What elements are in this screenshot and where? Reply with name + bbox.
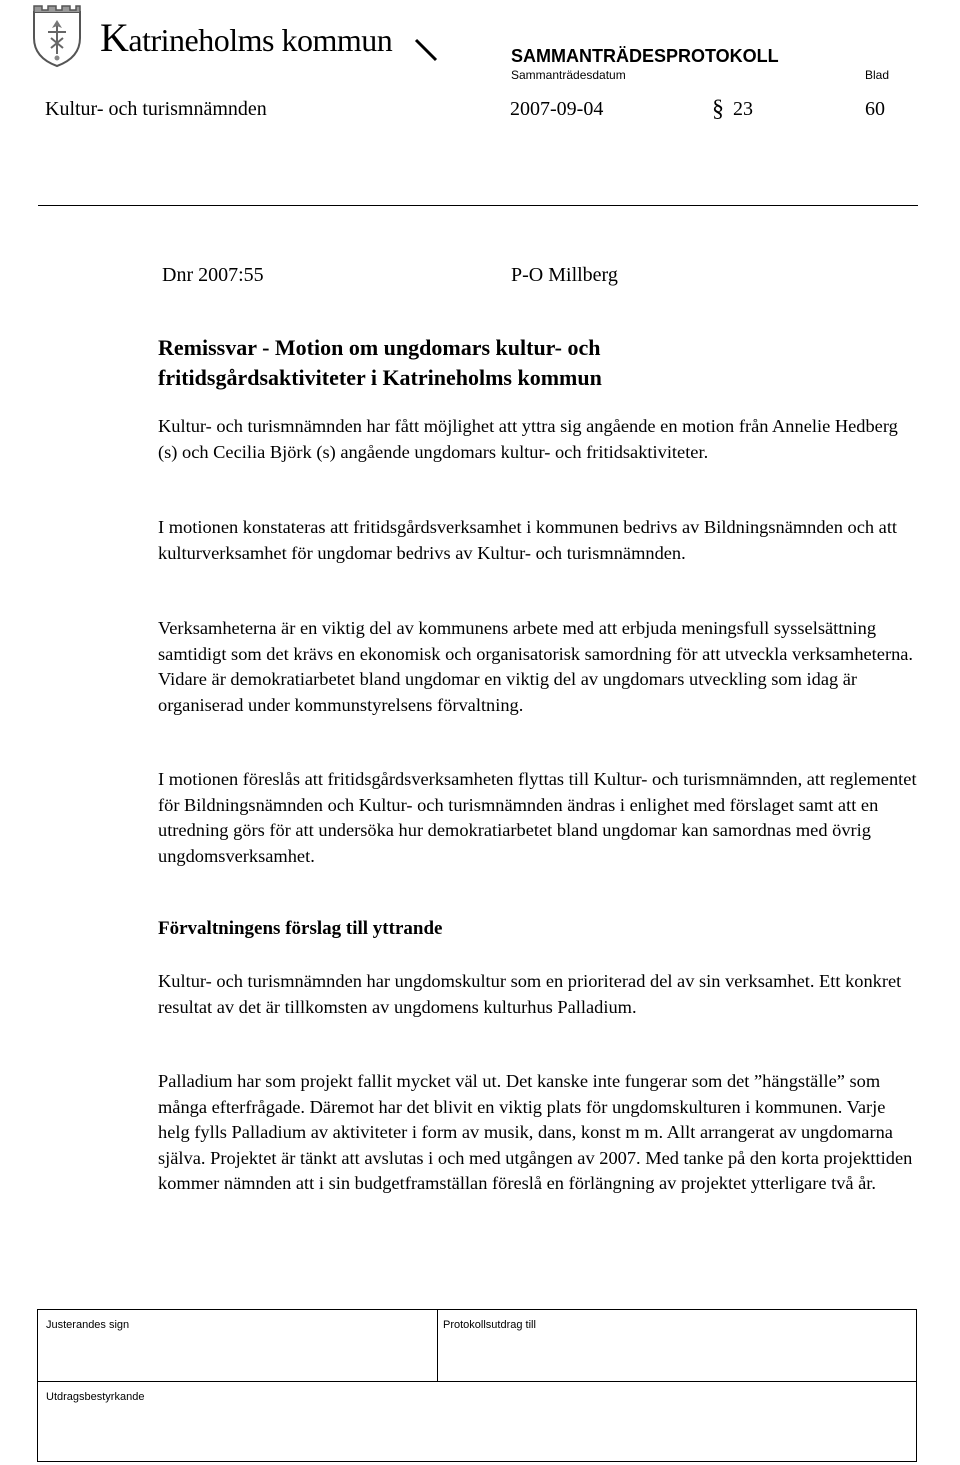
protocol-title: SAMMANTRÄDESPROTOKOLL: [511, 46, 779, 66]
meeting-date: 2007-09-04: [510, 98, 604, 120]
signature-box: [37, 1309, 917, 1462]
protokollsutdrag-label: Protokollsutdrag till: [443, 1319, 536, 1331]
justerandes-sign-label: Justerandes sign: [46, 1319, 130, 1331]
page-label: Blad: [865, 68, 890, 82]
paragraph-4: I motionen föreslås att fritidsgårdsverksamheten flyttas till Kultur- och turismnämnden, att reglementet för Bildningsnämnden och Kultur- och turismnämnden ändras i enlighet med förslaget samt att en utredning görs för att undersöka hur demokratiarbetet bland ungdomar kan samordnas med övrig ungdomsverksamhet.: [158, 769, 917, 866]
committee-name: Kultur- och turismnämnden: [45, 98, 267, 120]
brand-rest: atrineholms kommun: [128, 22, 393, 58]
proposal-paragraph-1: Kultur- och turismnämnden har ungdomskultur som en prioriterad del av sin verksamhet. Ett konkret resultat av det är tillkomsten av ungdomens kulturhus Palladium.: [158, 971, 902, 1017]
proposal-paragraph-2: Palladium har som projekt fallit mycket väl ut. Det kanske inte fungerar som det ”hängställe” som många efterfrågade. Däremot har det blivit en viktig plats för ungdomskulturen i kommunen. Varje helg fylls Palladium av aktiviteter i form av musik, dans, konst m m. Allt arrangerat av ungdomarna själva. Projektet är tänkt att avslutas i och med utgången av 2007. Med tanke på den korta projekttiden kommer nämnden att i sin budgetframställan föreslå en förlängning av projektet ytterligare två år.: [158, 1071, 913, 1193]
paragraph-3: Verksamheterna är en viktig del av kommunens arbete med att erbjuda meningsfull sysselsättning samtidigt som det krävs en ekonomisk och organisatorisk samordning för att utveckla verksamheterna. Vidare är demokratiarbetet bland ungdomar en viktig del av ungdomars utveckling som idag är organiserad under kommunstyrelsens förvaltning.: [158, 618, 914, 715]
brand-initial: K: [100, 15, 129, 60]
section-sign: §: [712, 96, 724, 122]
brand-name: [100, 14, 392, 61]
header-rule: [38, 205, 918, 206]
date-label: Sammanträdesdatum: [511, 68, 626, 82]
signature-box-divider: [437, 1310, 438, 1381]
dnr: Dnr 2007:55: [162, 264, 264, 286]
utdragsbestyrkande-label: Utdragsbestyrkande: [46, 1391, 145, 1403]
responsible-officer: P-O Millberg: [511, 264, 618, 286]
coat-of-arms-logo: [30, 2, 84, 68]
signature-box-row-divider: [38, 1381, 916, 1382]
title-line-1: Remissvar - Motion om ungdomars kultur- och: [158, 335, 601, 360]
document-title: [158, 333, 898, 393]
section-number: 23: [733, 98, 753, 120]
paragraph-1: Kultur- och turismnämnden har fått möjlighet att yttra sig angående en motion från Annelie Hedberg (s) och Cecilia Björk (s) angående ungdomars kultur- och fritidsaktiviteter.: [158, 416, 898, 462]
section-heading: Förvaltningens förslag till yttrande: [158, 918, 443, 939]
paragraph-2: I motionen konstateras att fritidsgårdsverksamhet i kommunen bedrivs av Bildningsnämnden och att kulturverksamhet för ungdomar bedrivs av Kultur- och turismnämnden.: [158, 517, 898, 563]
brand-swoosh-icon: [414, 36, 440, 64]
title-line-2: fritidsgårdsaktiviteter i Katrineholms kommun: [158, 365, 602, 390]
page-number: 60: [865, 98, 885, 120]
